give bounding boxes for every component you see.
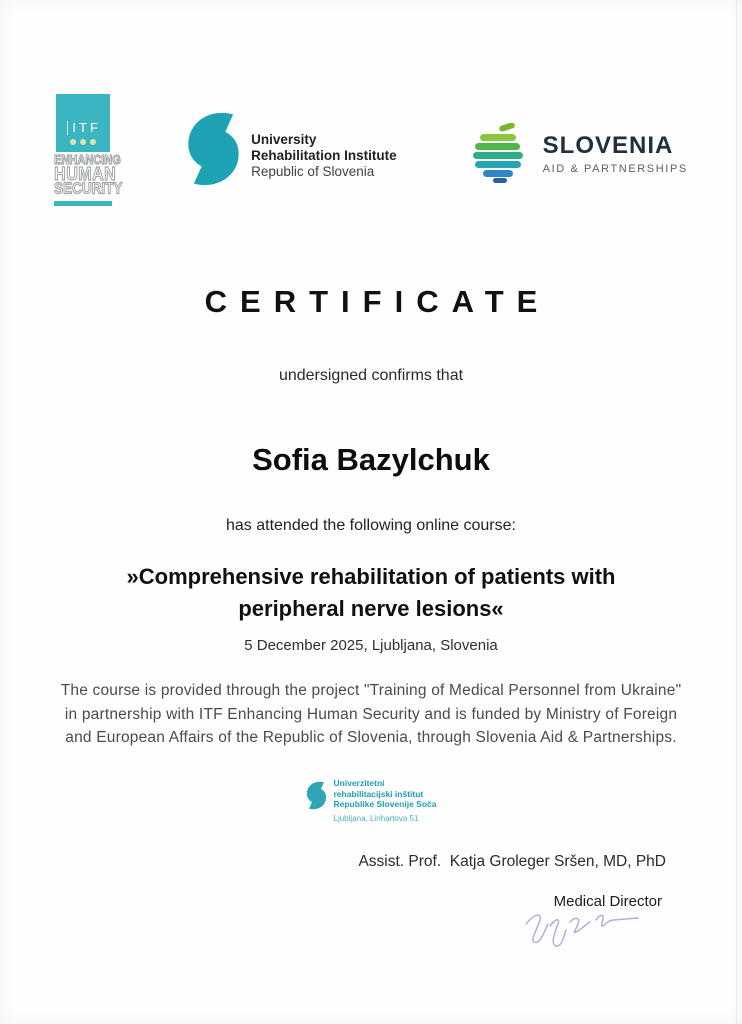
itf-tagline-line2: HUMAN [54,164,117,185]
attended-line: has attended the following online course: [226,516,516,534]
uri-text [251,132,397,180]
stamp-line2: rehabilitacijski inštitut [333,788,424,799]
uri-name-line2: Rehabilitation Institute [251,147,397,163]
signature-block [358,853,666,953]
stamp-text [334,778,437,823]
stamp-line3: Republike Slovenije Soča [333,799,437,810]
itf-tagline [54,153,123,198]
confirm-line: undersigned confirms that [278,366,464,384]
uri-subtitle: Republic of Slovenia [251,163,375,179]
slovenia-text [542,131,688,175]
recipient-name: Sofia Bazylchuk [252,441,490,477]
slovenia-tagline: AID & PARTNERSHIPS [542,162,688,175]
itf-square [56,94,110,152]
certificate-title: CERTIFICATE [204,283,551,319]
itf-logo [54,94,123,206]
slovenia-logo [471,123,688,185]
signatory-role: Medical Director [553,893,662,910]
stamp-s-icon [306,781,327,810]
course-title [0,561,742,625]
course-description: The course is provided through the project "Training of Medical Personnel from Ukraine" in partnership with ITF Enhancing Human Security and is funded by Ministry of Foreign and European Affairs of the Republic of Slovenia, through Slovenia Aid & Partnerships. [60,682,682,746]
itf-bar [54,201,112,206]
slovenia-name: SLOVENIA [542,131,674,159]
course-title-line1: »Comprehensive rehabilitation of patients with [126,563,616,589]
itf-acronym: ITF [67,121,101,135]
institute-stamp [0,778,742,823]
uri-s-icon [186,111,241,187]
slovenia-fruit-icon [471,123,531,185]
stamp-address: Ljubljana, Linhartova 51 [333,814,419,824]
uri-logo [186,111,397,187]
date-location: 5 December 2025, Ljubljana, Slovenia [244,637,498,655]
course-title-line2: peripheral nerve lesions« [238,595,504,621]
itf-tagline-line1: ENHANCING [54,153,121,168]
itf-dots-icon [70,139,96,145]
itf-tagline-line3: SECURITY [54,180,123,198]
stamp-line1: Univerzitetni [333,778,385,789]
uri-name-line1: University [251,132,317,147]
signatory-name: Assist. Prof. Katja Groleger Sršen, MD, PhD [358,853,666,870]
handwritten-signature [520,906,650,948]
logo-row [0,0,742,206]
